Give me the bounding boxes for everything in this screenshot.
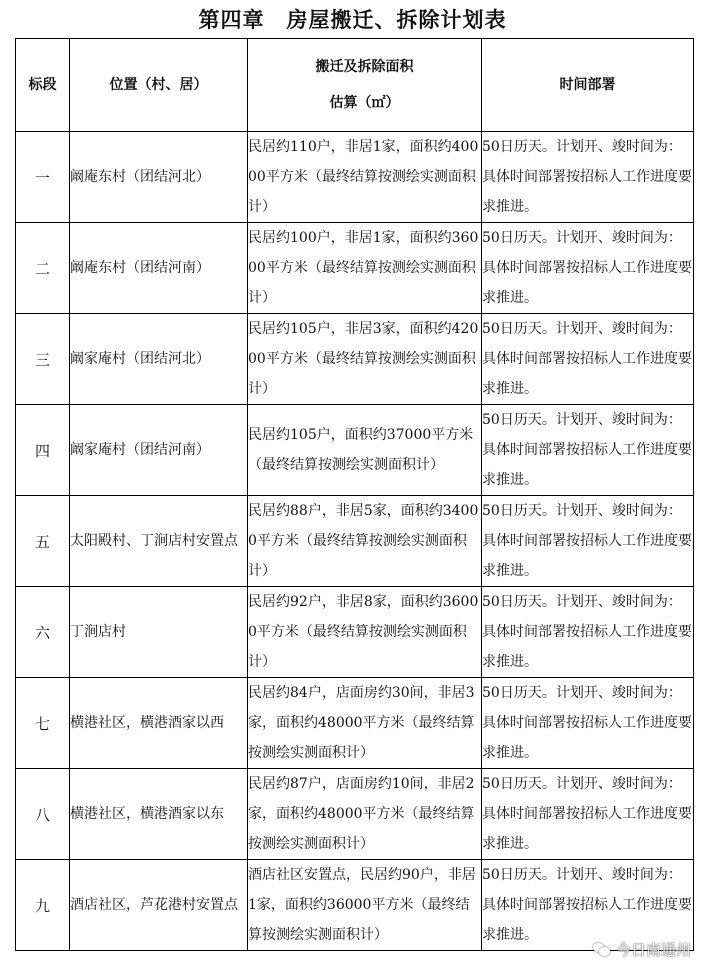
cell-schedule: 50日历天。计划开、竣时间为：具体时间部署按招标人工作进度要求推进。 — [482, 769, 694, 860]
cell-segment: 八 — [16, 769, 70, 860]
cell-schedule: 50日历天。计划开、竣时间为：具体时间部署按招标人工作进度要求推进。 — [482, 496, 694, 587]
watermark-text: 今日南通州 — [615, 941, 691, 959]
header-segment: 标段 — [16, 39, 70, 132]
cell-segment: 二 — [16, 223, 70, 314]
watermark — [593, 939, 691, 960]
table-row — [16, 314, 694, 405]
table-row — [16, 678, 694, 769]
cell-schedule: 50日历天。计划开、竣时间为：具体时间部署按招标人工作进度要求推进。 — [482, 405, 694, 496]
table-row — [16, 587, 694, 678]
cell-schedule: 50日历天。计划开、竣时间为：具体时间部署按招标人工作进度要求推进。 — [482, 678, 694, 769]
chapter-label: 第四章 — [198, 7, 265, 32]
cell-segment: 九 — [16, 860, 70, 951]
cell-schedule: 50日历天。计划开、竣时间为：具体时间部署按招标人工作进度要求推进。 — [482, 587, 694, 678]
table-row — [16, 860, 694, 951]
header-area-line1: 搬迁及拆除面积 — [315, 59, 414, 75]
cell-location: 阚家庵村（团结河北） — [70, 314, 248, 405]
cell-location: 横港社区，横港酒家以东 — [70, 769, 248, 860]
cell-area: 民居约92户，非居8家，面积约36000平方米（最终结算按测绘实测面积计） — [248, 587, 482, 678]
cell-schedule: 50日历天。计划开、竣时间为：具体时间部署按招标人工作进度要求推进。 — [482, 223, 694, 314]
cell-location: 太阳殿村、丁涧店村安置点 — [70, 496, 248, 587]
cell-area: 民居约87户，店面房约10间，非居2家，面积约48000平方米（最终结算按测绘实测面积计） — [248, 769, 482, 860]
table-row — [16, 132, 694, 223]
cell-location: 阚庵东村（团结河南） — [70, 223, 248, 314]
cell-location: 横港社区，横港酒家以西 — [70, 678, 248, 769]
cell-schedule: 50日历天。计划开、竣时间为：具体时间部署按招标人工作进度要求推进。 — [482, 314, 694, 405]
cell-segment: 四 — [16, 405, 70, 496]
cell-area: 民居约105户，面积约37000平方米（最终结算按测绘实测面积计） — [248, 405, 482, 496]
wechat-icon — [593, 943, 611, 957]
table-row — [16, 223, 694, 314]
cell-area: 民居约100户，非居1家，面积约36000平方米（最终结算按测绘实测面积计） — [248, 223, 482, 314]
cell-location: 丁涧店村 — [70, 587, 248, 678]
table-title: 房屋搬迁、拆除计划表 — [286, 7, 507, 32]
cell-area: 民居约88户，非居5家，面积约34000平方米（最终结算按测绘实测面积计） — [248, 496, 482, 587]
cell-schedule: 50日历天。计划开、竣时间为：具体时间部署按招标人工作进度要求推进。 — [482, 132, 694, 223]
cell-area: 民居约110户，非居1家，面积约40000平方米（最终结算按测绘实测面积计） — [248, 132, 482, 223]
cell-segment: 一 — [16, 132, 70, 223]
header-schedule: 时间部署 — [482, 39, 694, 132]
demolition-plan-table — [15, 38, 694, 951]
table-row — [16, 405, 694, 496]
header-location: 位置（村、居） — [70, 39, 248, 132]
cell-location: 阚庵东村（团结河北） — [70, 132, 248, 223]
table-row — [16, 496, 694, 587]
cell-location: 酒店社区，芦花港村安置点 — [70, 860, 248, 951]
table-row — [16, 769, 694, 860]
page-title — [0, 4, 705, 34]
table-header-row — [16, 39, 694, 132]
cell-area: 民居约105户，非居3家，面积约42000平方米（最终结算按测绘实测面积计） — [248, 314, 482, 405]
cell-area: 民居约84户，店面房约30间，非居3家，面积约48000平方米（最终结算按测绘实测面积计） — [248, 678, 482, 769]
cell-area: 酒店社区安置点，民居约90户，非居1家，面积约36000平方米（最终结算按测绘实测面积计） — [248, 860, 482, 951]
cell-segment: 五 — [16, 496, 70, 587]
header-area-line2: 估算（㎡） — [329, 95, 400, 111]
cell-segment: 六 — [16, 587, 70, 678]
cell-segment: 三 — [16, 314, 70, 405]
cell-segment: 七 — [16, 678, 70, 769]
header-area — [248, 39, 482, 132]
cell-location: 阚家庵村（团结河南） — [70, 405, 248, 496]
cell-schedule: 50日历天。计划开、竣时间为：具体时间部署按招标人工作进度要求推进。 — [482, 860, 694, 951]
